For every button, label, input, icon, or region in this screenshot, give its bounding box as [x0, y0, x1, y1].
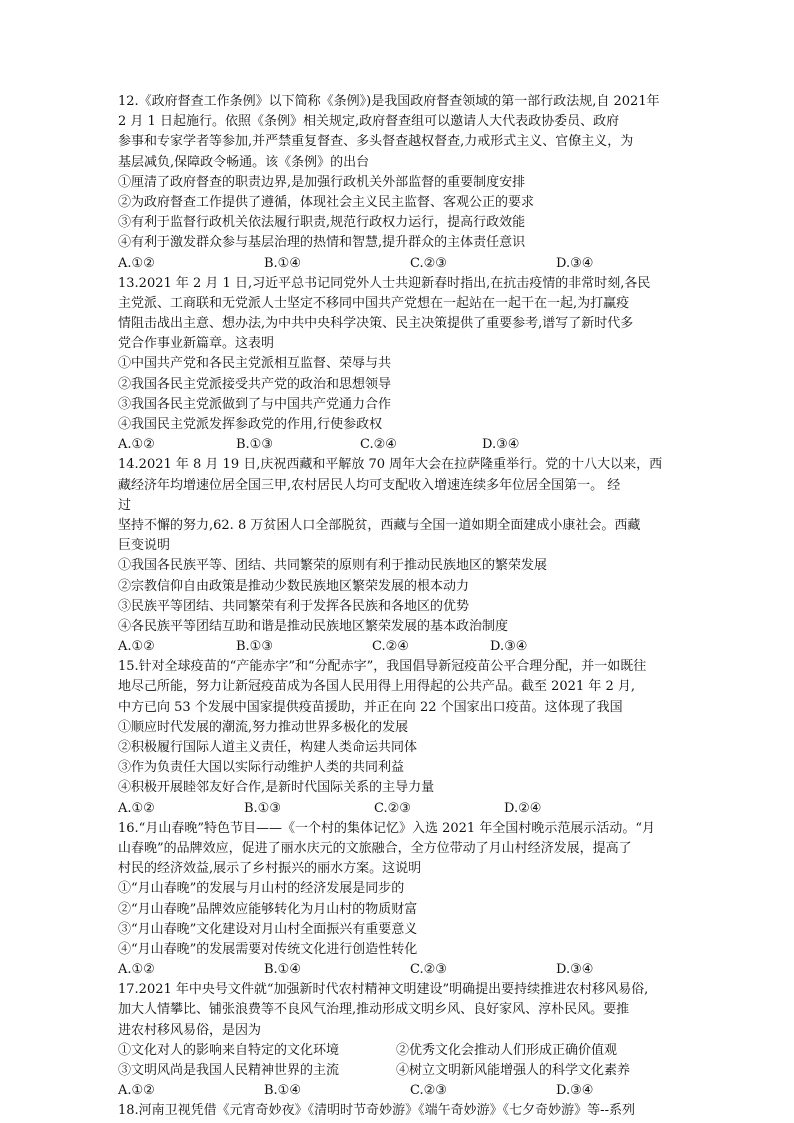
statement-item: ②优秀文化会推动人们形成正确价值观 — [396, 1042, 618, 1058]
option-b: B.①④ — [264, 962, 301, 978]
exam-page — [118, 92, 684, 1122]
question-stem: 15.针对全球疫苗的“产能赤字”和“分配赤字”，我国倡导新冠疫苗公平合理分配，并一如既往 — [118, 659, 647, 675]
question-stem: 13.2021 年 2 月 1 日,习近平总书记同党外人士共迎新春时指出,在抗击疫情的非常时刻,各民 — [118, 275, 651, 291]
option-a: A.①② — [118, 639, 155, 655]
option-a: A.①② — [118, 255, 155, 271]
statement-item: ④树立文明新风能增强人的科学文化素养 — [396, 1063, 631, 1078]
option-c: C.②③ — [410, 1083, 447, 1099]
statement-item: ④各民族平等团结互助和谐是推动民族地区繁荣发展的基本政治制度 — [118, 618, 509, 634]
statement-item: ②为政府督查工作提供了遵循，体现社会主义民主监督、客观公正的要求 — [118, 194, 535, 210]
statement-item: ②我国各民主党派接受共产党的政治和思想领导 — [118, 376, 392, 392]
question-stem: 14.2021 年 8 月 19 日,庆祝西藏和平解放 70 周年大会在拉萨隆重举行。党的十八大以来，西 — [118, 457, 663, 473]
question-stem: 16.“月山春晚”特色节目——《一个村的集体记忆》入选 2021 年全国村晚示范展示活动。“月 — [118, 820, 655, 836]
option-a: A.①② — [118, 437, 155, 453]
option-c: C.②④ — [372, 639, 409, 655]
question-stem: 巨变说明 — [118, 538, 171, 554]
statement-item: ③我国各民主党派做到了与中国共产党通力合作 — [118, 396, 392, 412]
statement-item: ③作为负责任大国以实际行动维护人类的共同利益 — [118, 760, 405, 776]
question-stem: 党合作事业新篇章。这表明 — [118, 336, 275, 352]
statement-item: ①顺应时代发展的潮流,努力推动世界多极化的发展 — [118, 719, 409, 735]
option-d: D.③④ — [482, 437, 520, 453]
option-d: D.③④ — [556, 255, 594, 271]
statement-item: ④“月山春晚”的发展需要对传统文化进行创造性转化 — [118, 941, 418, 957]
option-a: A.①② — [118, 962, 155, 978]
question-stem: 坚持不懈的努力,62. 8 万贫困人口全部脱贫，西藏与全国一道如期全面建成小康社会。西藏 — [118, 517, 641, 533]
statement-item: ①厘清了政府督查的职责边界,是加强行政机关外部监督的重要制度安排 — [118, 174, 526, 190]
option-a: A.①② — [118, 1083, 155, 1099]
option-a: A.①② — [118, 800, 155, 816]
question-stem: 情阻击战出主意、想办法,为中共中央科学决策、民主决策提供了重要参考,谱写了新时代多 — [118, 316, 634, 332]
question-stem: 18.河南卫视凭借《元宵奇妙夜》《清明时节奇妙游》《端午奇妙游》《七夕奇妙游》等--系列 — [118, 1103, 635, 1119]
question-14 — [118, 455, 684, 657]
question-stem: 参事和专家学者等参加,并严禁重复督查、多头督查越权督查,力戒形式主义、官僚主义，为 — [118, 134, 634, 150]
option-d: D.②④ — [504, 800, 542, 816]
answer-options — [118, 960, 684, 980]
statement-item: ①中国共产党和各民主党派相互监督、荣辱与共 — [118, 356, 392, 372]
question-stem: 加大人情攀比、铺张浪费等不良风气治理,推动形成文明乡风、良好家风、淳朴民风。要推 — [118, 1002, 630, 1018]
question-stem: 地尽己所能，努力让新冠疫苗成为各国人民用得上用得起的公共产品。截至 2021 年 2 月, — [118, 679, 636, 695]
statement-item: ③民族平等团结、共同繁荣有利于发挥各民族和各地区的优势 — [118, 598, 470, 614]
option-b: B.①③ — [236, 639, 273, 655]
question-13 — [118, 274, 684, 456]
question-18 — [118, 1101, 684, 1121]
statement-pair — [118, 1041, 684, 1061]
statement-item: ③“月山春晚”文化建设对月山村全面振兴有重要意义 — [118, 921, 418, 937]
question-stem: 中方已向 53 个发展中国家提供疫苗援助，并正在向 22 个国家出口疫苗。这体现了我国 — [118, 699, 623, 715]
answer-options — [118, 799, 684, 819]
statement-item: ②“月山春晚”品牌效应能够转化为月山村的物质财富 — [118, 901, 418, 917]
option-d: D.③④ — [556, 1083, 594, 1099]
question-stem: 村民的经济效益,展示了乡村振兴的丽水方案。这说明 — [118, 861, 422, 877]
option-b: B.①④ — [264, 1083, 301, 1099]
statement-item: ④积极开展睦邻友好合作,是新时代国际关系的主导力量 — [118, 780, 435, 796]
option-c: C.②④ — [360, 437, 397, 453]
statement-item: ④有利于激发群众参与基层治理的热情和智慧,提升群众的主体责任意识 — [118, 235, 526, 251]
question-stem: 基层减负,保障政令畅通。该《条例》的出台 — [118, 154, 370, 170]
statement-item: ②宗教信仰自由政策是推动少数民族地区繁荣发展的根本动力 — [118, 578, 470, 594]
option-d: D.③④ — [490, 639, 528, 655]
question-stem: 过 — [118, 497, 132, 513]
question-stem: 17.2021 年中央号文件就“加强新时代农村精神文明建设”明确提出要持续推进农村移风易俗, — [118, 982, 649, 998]
question-15 — [118, 657, 684, 819]
answer-options — [118, 254, 684, 274]
question-17 — [118, 980, 684, 1101]
statement-item: ①文化对人的影响来自特定的文化环境 — [118, 1042, 340, 1058]
question-stem: 12.《政府督查工作条例》以下简称《条例》)是我国政府督查领域的第一部行政法规,自 2021年 — [118, 94, 660, 109]
question-stem: 主党派、工商联和无党派人士坚定不移同中国共产党想在一起站在一起干在一起,为打赢疫 — [118, 295, 630, 311]
question-stem: 2 月 1 日起施行。依照《条例》相关规定,政府督查组可以邀请人大代表政协委员、政府 — [118, 114, 620, 130]
statement-item: ③有利于监督行政机关依法履行职责,规范行政权力运行，提高行政效能 — [118, 215, 526, 231]
option-b: B.①③ — [244, 800, 281, 816]
statement-item: ①“月山春晚”的发展与月山村的经济发展是同步的 — [118, 881, 405, 897]
option-b: B.①③ — [236, 437, 273, 453]
question-stem: 山春晚”的品牌效应，促进了丽水庆元的文旅融合，全方位带动了月山村经济发展，提高了 — [118, 840, 632, 856]
question-12 — [118, 92, 684, 274]
question-16 — [118, 819, 684, 981]
statement-item: ②积极履行国际人道主义责任，构建人类命运共同体 — [118, 740, 418, 755]
option-d: D.③④ — [556, 962, 594, 978]
statement-item: ③文明风尚是我国人民精神世界的主流 — [118, 1063, 340, 1078]
statement-item: ④我国民主党派发挥参政党的作用,行使参政权 — [118, 417, 383, 432]
statement-item: ①我国各民族平等、团结、共同繁荣的原则有利于推动民族地区的繁荣发展 — [118, 558, 548, 574]
option-c: C.②③ — [410, 255, 447, 271]
option-c: C.②③ — [410, 962, 447, 978]
answer-options — [118, 435, 684, 455]
answer-options — [118, 637, 684, 657]
answer-options — [118, 1081, 684, 1101]
option-b: B.①④ — [264, 255, 301, 271]
option-c: C.②③ — [374, 800, 411, 816]
question-stem: 藏经济年均增速位居全国三甲,农村居民人均可支配收入增速连续多年位居全国第一。 经 — [118, 477, 621, 493]
statement-pair — [118, 1061, 684, 1081]
question-stem: 进农村移风易俗，是因为 — [118, 1022, 262, 1038]
